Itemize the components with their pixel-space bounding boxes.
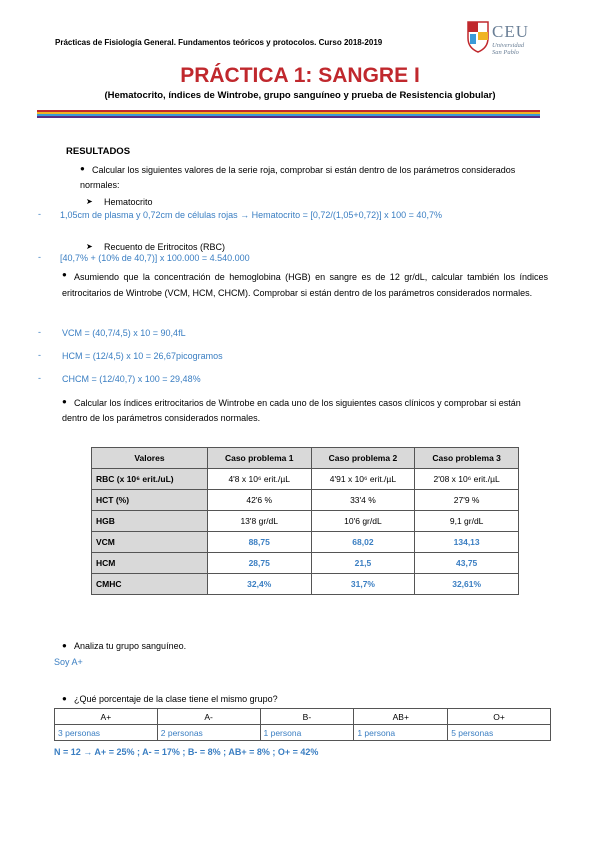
table-cell: 68,02 <box>311 532 415 553</box>
subheading-hematocrito: Hematocrito <box>104 197 153 207</box>
table-cell: 31,7% <box>311 574 415 595</box>
table-cell: 5 personas <box>448 725 551 741</box>
section-heading: RESULTADOS <box>66 146 131 157</box>
table-header-cell: Caso problema 2 <box>311 448 415 469</box>
ceu-logo <box>466 20 548 62</box>
row-label: CMHC <box>92 574 208 595</box>
arrow-bullet-icon: ➤ <box>86 242 93 251</box>
bullet-icon: ● <box>62 397 67 406</box>
row-label: HCM <box>92 553 208 574</box>
table-cell: 2 personas <box>157 725 260 741</box>
table-cell: 4'91 x 10⁶ erit./µL <box>311 469 415 490</box>
answer-chcm: CHCM = (12/40,7) x 100 = 29,48% <box>62 374 201 384</box>
table-cell: 32,4% <box>207 574 311 595</box>
answer-blood-group: Soy A+ <box>54 657 83 667</box>
table-row <box>92 469 519 490</box>
table-header-cell: Valores <box>92 448 208 469</box>
logo-name: CEU <box>492 22 529 41</box>
answer-hematocrito: 1,05cm de plasma y 0,72cm de células rojas → Hematocrito = [0,72/(1,05+0,72)] x 100 = 40,7% <box>60 210 442 220</box>
table-header-cell: Caso problema 3 <box>415 448 519 469</box>
table-header-row <box>55 709 551 725</box>
table-cell: 27'9 % <box>415 490 519 511</box>
table-header-cell: Caso problema 1 <box>207 448 311 469</box>
table-header-cell: O+ <box>448 709 551 725</box>
table-row <box>92 490 519 511</box>
answer-vcm: VCM = (40,7/4,5) x 10 = 90,4fL <box>62 328 186 338</box>
row-label: RBC (x 10⁶ erit./uL) <box>92 469 208 490</box>
table-cell: 2'08 x 10⁶ erit./µL <box>415 469 519 490</box>
question-1: Calcular los siguientes valores de la serie roja, comprobar si están dentro de los parámetros considerados normales: <box>80 165 516 190</box>
row-label: VCM <box>92 532 208 553</box>
table-cell: 33'4 % <box>311 490 415 511</box>
question-3: Calcular los índices eritrocitarios de Wintrobe en cada uno de los siguientes casos clínicos y comprobar si están dentro de los parámetros considerados normales. <box>62 398 521 423</box>
dash-marker: - <box>38 209 41 219</box>
arrow-bullet-icon: ➤ <box>86 197 93 206</box>
dash-marker: - <box>38 373 41 383</box>
table-cell: 88,75 <box>207 532 311 553</box>
color-stripes <box>37 110 540 118</box>
blood-group-summary: N = 12 → A+ = 25% ; A- = 17% ; B- = 8% ; AB+ = 8% ; O+ = 42% <box>54 747 319 757</box>
dash-marker: - <box>38 252 41 262</box>
question-4: Analiza tu grupo sanguíneo. <box>74 641 187 651</box>
table-row <box>55 725 551 741</box>
ceu-crest-icon <box>466 20 490 54</box>
table-header-cell: B- <box>260 709 354 725</box>
table-cell: 42'6 % <box>207 490 311 511</box>
question-5: ¿Qué porcentaje de la clase tiene el mismo grupo? <box>74 694 278 704</box>
stripe-purple <box>37 116 540 118</box>
table-header-cell: A- <box>157 709 260 725</box>
table-cell: 9,1 gr/dL <box>415 511 519 532</box>
bullet-icon: ● <box>62 694 67 703</box>
table-header-cell: A+ <box>55 709 158 725</box>
subheading-rbc: Recuento de Eritrocitos (RBC) <box>104 242 226 252</box>
table-cell: 134,13 <box>415 532 519 553</box>
table-cell: 43,75 <box>415 553 519 574</box>
dash-marker: - <box>38 327 41 337</box>
row-label: HGB <box>92 511 208 532</box>
wintrobe-table <box>91 447 519 595</box>
table-row <box>92 553 519 574</box>
page-subtitle: (Hematocrito, índices de Wintrobe, grupo sanguíneo y prueba de Resistencia globular) <box>104 90 496 101</box>
dash-marker: - <box>38 350 41 360</box>
table-cell: 4'8 x 10⁶ erit./µL <box>207 469 311 490</box>
table-row <box>92 574 519 595</box>
document-header: Prácticas de Fisiología General. Fundamentos teóricos y protocolos. Curso 2018-2019 <box>55 38 383 47</box>
bullet-icon: ● <box>80 164 85 173</box>
table-cell: 1 persona <box>260 725 354 741</box>
table-cell: 13'8 gr/dL <box>207 511 311 532</box>
question-2: Asumiendo que la concentración de hemoglobina (HGB) en sangre es de 12 gr/dL, calcular también los índices eritrocitarios de Wintrobe (VCM, HCM, CHCM). Comprobar si están dentro de los parámetros considerados normales. <box>62 272 548 298</box>
answer-rbc: [40,7% + (10% de 40,7)] x 100.000 = 4.540.000 <box>60 253 250 263</box>
table-header-cell: AB+ <box>354 709 448 725</box>
table-cell: 21,5 <box>311 553 415 574</box>
table-cell: 3 personas <box>55 725 158 741</box>
table-row <box>92 511 519 532</box>
table-cell: 10'6 gr/dL <box>311 511 415 532</box>
bullet-icon: ● <box>62 270 67 279</box>
table-row <box>92 532 519 553</box>
page-title: PRÁCTICA 1: SANGRE I <box>180 64 420 87</box>
row-label: HCT (%) <box>92 490 208 511</box>
logo-line1: Universidad <box>492 42 525 49</box>
blood-group-table <box>54 708 551 741</box>
table-cell: 28,75 <box>207 553 311 574</box>
table-header-row <box>92 448 519 469</box>
table-cell: 1 persona <box>354 725 448 741</box>
answer-hcm: HCM = (12/4,5) x 10 = 26,67picogramos <box>62 351 223 361</box>
bullet-icon: ● <box>62 641 67 650</box>
logo-line2: San Pablo <box>492 49 519 56</box>
table-cell: 32,61% <box>415 574 519 595</box>
